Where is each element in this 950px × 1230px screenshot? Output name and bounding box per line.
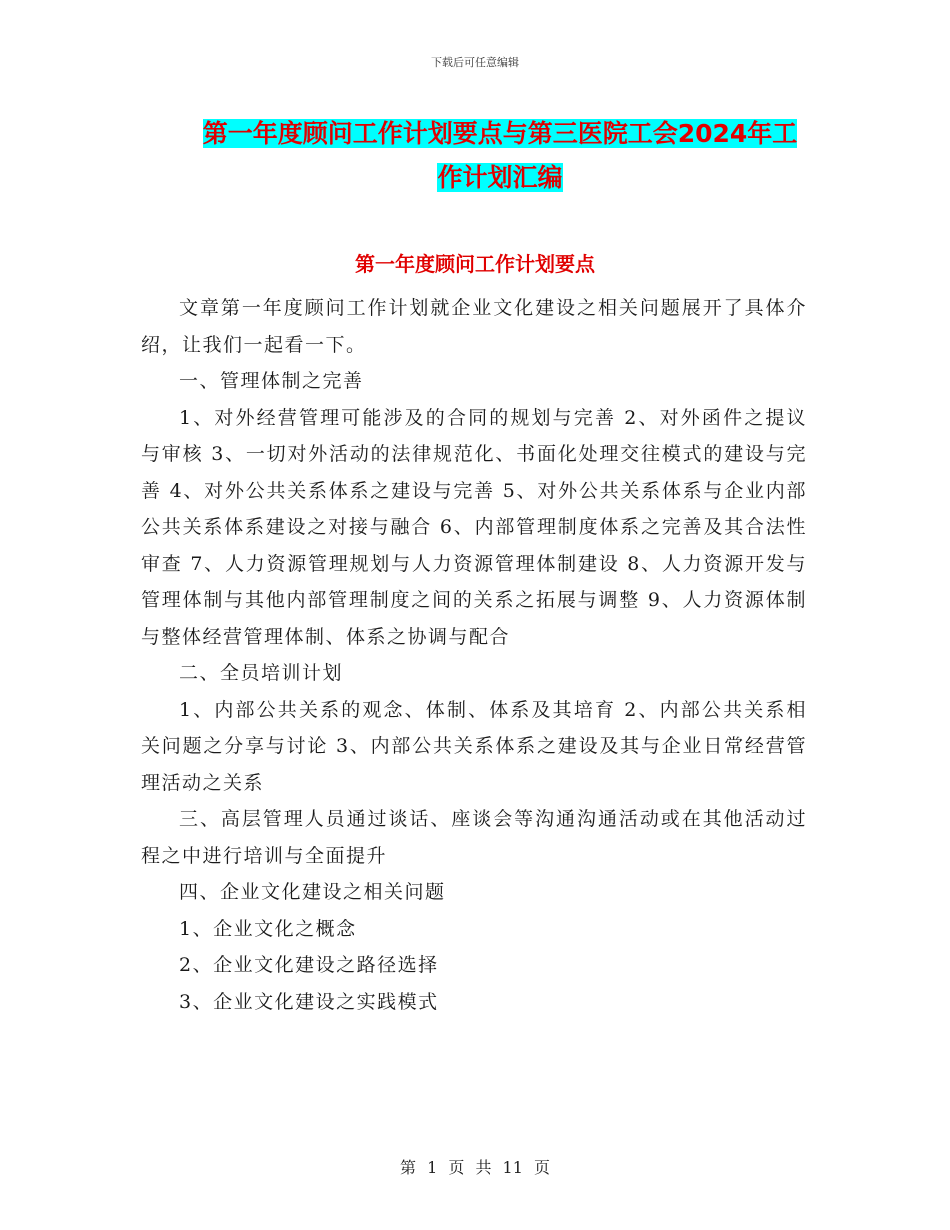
page-number-footer: 第 1 页 共 11 页 (400, 1158, 550, 1177)
staff-training-items: 1、内部公共关系的观念、体制、体系及其培育 2、内部公共关系相关问题之分享与讨论 3、内部公共关系体系之建设及其与企业日常经营管理活动之关系 (141, 698, 807, 794)
heading-corporate-culture: 四、企业文化建设之相关问题 (179, 881, 446, 903)
intro-paragraph: 文章第一年度顾问工作计划就企业文化建设之相关问题展开了具体介绍，让我们一起看一下。 (141, 297, 807, 356)
heading-senior-management: 三、高层管理人员通过谈话、座谈会等沟通沟通活动或在其他活动过程之中进行培训与全面提升 (141, 808, 807, 867)
heading-staff-training: 二、全员培训计划 (179, 662, 344, 684)
section-title: 第一年度顾问工作计划要点 (355, 252, 595, 276)
culture-item-practice: 3、企业文化建设之实践模式 (179, 990, 439, 1013)
culture-item-concept: 1、企业文化之概念 (179, 917, 357, 940)
document-title-line-1: 第一年度顾问工作计划要点与第三医院工会2024年工 (202, 119, 798, 148)
culture-item-path: 2、企业文化建设之路径选择 (179, 954, 439, 976)
heading-management-system: 一、管理体制之完善 (179, 370, 364, 392)
page-header-note: 下载后可任意编辑 (431, 56, 519, 69)
document-title-line-2: 作计划汇编 (437, 163, 563, 192)
management-system-items: 1、对外经营管理可能涉及的合同的规划与完善 2、对外函件之提议与审核 3、一切对外活动的法律规范化、书面化处理交往模式的建设与完善 4、对外公共关系体系之建设与完善 5、对外公共关系体系与企业内部公共关系体系建设之对接与融合 6、内部管理制度体系之完善及其合法性审查 7、人力资源管理规划与人力资源管理体制建设 8、人力资源开发与管理体制与其他内部管理制度之间的关系之拓展与调整 9、人力资源体制与整体经营管理体制、体系之协调与配合 (141, 406, 807, 648)
document-body (141, 290, 807, 1020)
document-title (170, 112, 830, 200)
